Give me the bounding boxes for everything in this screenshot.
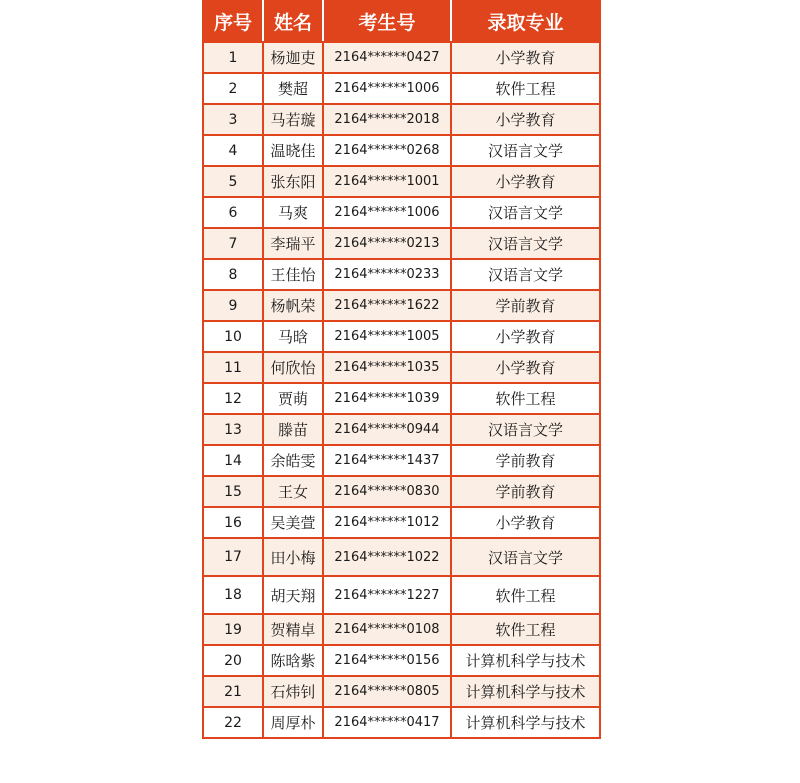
cell-seq: 20 bbox=[203, 645, 263, 676]
cell-exam-id: 2164******1227 bbox=[323, 576, 451, 614]
cell-exam-id: 2164******0233 bbox=[323, 259, 451, 290]
table-row bbox=[203, 352, 600, 383]
table-row bbox=[203, 42, 600, 73]
cell-seq: 17 bbox=[203, 538, 263, 576]
cell-name: 胡天翔 bbox=[263, 576, 323, 614]
cell-major: 小学教育 bbox=[451, 507, 600, 538]
cell-name: 周厚朴 bbox=[263, 707, 323, 738]
cell-name: 张东阳 bbox=[263, 166, 323, 197]
header-name: 姓名 bbox=[263, 1, 323, 42]
cell-seq: 15 bbox=[203, 476, 263, 507]
cell-major: 汉语言文学 bbox=[451, 259, 600, 290]
cell-exam-id: 2164******2018 bbox=[323, 104, 451, 135]
table-row bbox=[203, 135, 600, 166]
cell-exam-id: 2164******0805 bbox=[323, 676, 451, 707]
table-row bbox=[203, 259, 600, 290]
admission-table bbox=[202, 0, 601, 739]
header-major: 录取专业 bbox=[451, 1, 600, 42]
cell-major: 汉语言文学 bbox=[451, 414, 600, 445]
cell-seq: 4 bbox=[203, 135, 263, 166]
cell-name: 陈晗紫 bbox=[263, 645, 323, 676]
table-row bbox=[203, 197, 600, 228]
cell-name: 何欣怡 bbox=[263, 352, 323, 383]
cell-name: 温晓佳 bbox=[263, 135, 323, 166]
cell-seq: 12 bbox=[203, 383, 263, 414]
cell-exam-id: 2164******1005 bbox=[323, 321, 451, 352]
table-row bbox=[203, 476, 600, 507]
cell-exam-id: 2164******1006 bbox=[323, 197, 451, 228]
table-row bbox=[203, 538, 600, 576]
cell-major: 小学教育 bbox=[451, 104, 600, 135]
cell-exam-id: 2164******0268 bbox=[323, 135, 451, 166]
cell-major: 计算机科学与技术 bbox=[451, 645, 600, 676]
cell-name: 王佳怡 bbox=[263, 259, 323, 290]
cell-name: 杨迦吏 bbox=[263, 42, 323, 73]
cell-seq: 19 bbox=[203, 614, 263, 645]
table-row bbox=[203, 707, 600, 738]
cell-name: 田小梅 bbox=[263, 538, 323, 576]
cell-seq: 9 bbox=[203, 290, 263, 321]
table-row bbox=[203, 228, 600, 259]
table-header-row bbox=[203, 1, 600, 42]
table-body bbox=[203, 42, 600, 738]
table-row bbox=[203, 73, 600, 104]
cell-exam-id: 2164******0108 bbox=[323, 614, 451, 645]
cell-seq: 3 bbox=[203, 104, 263, 135]
table-row bbox=[203, 614, 600, 645]
cell-seq: 11 bbox=[203, 352, 263, 383]
cell-major: 学前教育 bbox=[451, 476, 600, 507]
table-row bbox=[203, 645, 600, 676]
table-row bbox=[203, 414, 600, 445]
cell-name: 王女 bbox=[263, 476, 323, 507]
cell-seq: 21 bbox=[203, 676, 263, 707]
cell-exam-id: 2164******0156 bbox=[323, 645, 451, 676]
cell-seq: 5 bbox=[203, 166, 263, 197]
cell-exam-id: 2164******1437 bbox=[323, 445, 451, 476]
table-row bbox=[203, 166, 600, 197]
cell-exam-id: 2164******0213 bbox=[323, 228, 451, 259]
cell-seq: 8 bbox=[203, 259, 263, 290]
header-seq: 序号 bbox=[203, 1, 263, 42]
cell-exam-id: 2164******0427 bbox=[323, 42, 451, 73]
cell-name: 杨帆荣 bbox=[263, 290, 323, 321]
cell-name: 石炜钊 bbox=[263, 676, 323, 707]
cell-seq: 16 bbox=[203, 507, 263, 538]
cell-name: 滕苗 bbox=[263, 414, 323, 445]
cell-seq: 7 bbox=[203, 228, 263, 259]
cell-name: 余皓雯 bbox=[263, 445, 323, 476]
cell-seq: 1 bbox=[203, 42, 263, 73]
cell-major: 汉语言文学 bbox=[451, 228, 600, 259]
cell-major: 小学教育 bbox=[451, 352, 600, 383]
header-exam-id: 考生号 bbox=[323, 1, 451, 42]
cell-exam-id: 2164******0417 bbox=[323, 707, 451, 738]
cell-major: 软件工程 bbox=[451, 614, 600, 645]
cell-major: 软件工程 bbox=[451, 73, 600, 104]
cell-major: 计算机科学与技术 bbox=[451, 676, 600, 707]
cell-exam-id: 2164******0944 bbox=[323, 414, 451, 445]
cell-major: 汉语言文学 bbox=[451, 135, 600, 166]
table-row bbox=[203, 576, 600, 614]
cell-major: 汉语言文学 bbox=[451, 197, 600, 228]
cell-major: 小学教育 bbox=[451, 42, 600, 73]
cell-name: 马爽 bbox=[263, 197, 323, 228]
cell-exam-id: 2164******1012 bbox=[323, 507, 451, 538]
cell-seq: 18 bbox=[203, 576, 263, 614]
table-row bbox=[203, 445, 600, 476]
cell-exam-id: 2164******1035 bbox=[323, 352, 451, 383]
cell-name: 樊超 bbox=[263, 73, 323, 104]
cell-name: 吴美萱 bbox=[263, 507, 323, 538]
cell-name: 贺精卓 bbox=[263, 614, 323, 645]
cell-seq: 22 bbox=[203, 707, 263, 738]
cell-major: 计算机科学与技术 bbox=[451, 707, 600, 738]
cell-major: 小学教育 bbox=[451, 321, 600, 352]
table-row bbox=[203, 321, 600, 352]
cell-seq: 14 bbox=[203, 445, 263, 476]
cell-name: 贾萌 bbox=[263, 383, 323, 414]
cell-name: 马晗 bbox=[263, 321, 323, 352]
cell-major: 软件工程 bbox=[451, 576, 600, 614]
cell-exam-id: 2164******1006 bbox=[323, 73, 451, 104]
table-row bbox=[203, 507, 600, 538]
cell-major: 汉语言文学 bbox=[451, 538, 600, 576]
table-row bbox=[203, 383, 600, 414]
cell-major: 学前教育 bbox=[451, 290, 600, 321]
cell-seq: 10 bbox=[203, 321, 263, 352]
cell-seq: 13 bbox=[203, 414, 263, 445]
cell-name: 李瑞平 bbox=[263, 228, 323, 259]
cell-exam-id: 2164******0830 bbox=[323, 476, 451, 507]
table-row bbox=[203, 676, 600, 707]
cell-seq: 2 bbox=[203, 73, 263, 104]
cell-major: 软件工程 bbox=[451, 383, 600, 414]
cell-major: 学前教育 bbox=[451, 445, 600, 476]
cell-exam-id: 2164******1022 bbox=[323, 538, 451, 576]
cell-exam-id: 2164******1622 bbox=[323, 290, 451, 321]
table-row bbox=[203, 290, 600, 321]
table-row bbox=[203, 104, 600, 135]
cell-major: 小学教育 bbox=[451, 166, 600, 197]
cell-exam-id: 2164******1039 bbox=[323, 383, 451, 414]
cell-exam-id: 2164******1001 bbox=[323, 166, 451, 197]
cell-seq: 6 bbox=[203, 197, 263, 228]
cell-name: 马若璇 bbox=[263, 104, 323, 135]
